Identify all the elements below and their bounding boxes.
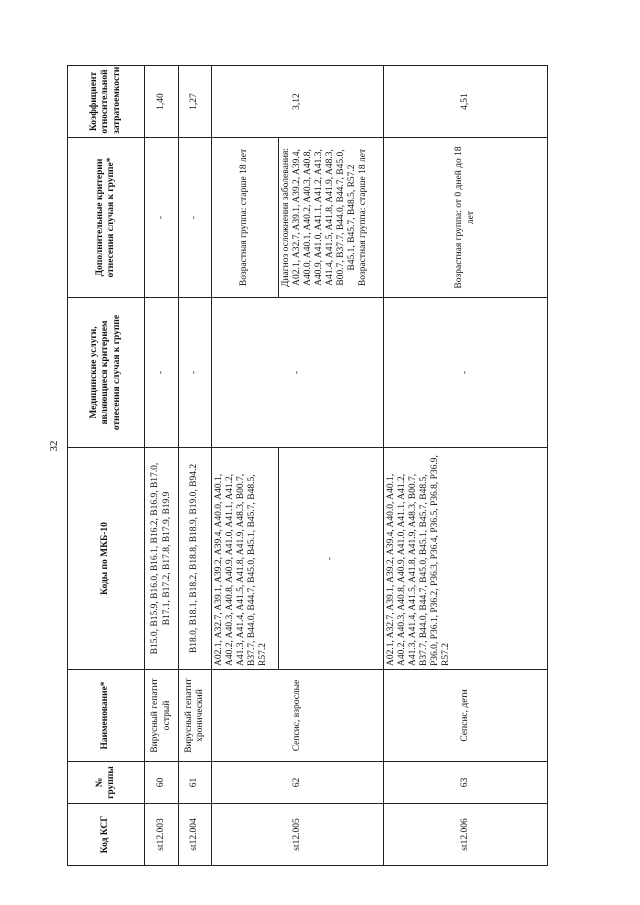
header-coef: Коэффициент относительной затратоемкости bbox=[68, 66, 145, 138]
cell-services: - bbox=[145, 298, 179, 448]
header-extra: Дополнительные критерии отнесения случая к группе* bbox=[68, 138, 145, 298]
cell-extra: - bbox=[179, 138, 212, 298]
extra-age: Возрастная группа: старше 18 лет bbox=[358, 148, 369, 287]
table-header-row bbox=[68, 66, 145, 866]
header-group-no: № группы bbox=[68, 762, 145, 804]
cell-extra: Возрастная группа: от 0 дней до 18 лет bbox=[384, 138, 548, 298]
ksg-table bbox=[67, 65, 548, 866]
cell-coef: 3,12 bbox=[212, 66, 384, 138]
cell-name: Вирусный гепатит хронический bbox=[179, 670, 212, 762]
header-services: Медицинские услуги, являющиеся критерием отнесения случая к группе bbox=[68, 298, 145, 448]
cell-code: st12.006 bbox=[384, 804, 548, 866]
cell-coef: 1,40 bbox=[145, 66, 179, 138]
cell-coef: 1,27 bbox=[179, 66, 212, 138]
cell-group: 60 bbox=[145, 762, 179, 804]
cell-coef: 4,51 bbox=[384, 66, 548, 138]
cell-icd: A02.1, A32.7, A39.1, A39.2, A39.4, A40.0, A40.1, A40.2, A40.3, A40.8, A40.9, A41.0, A41.1, A41.2, A41.3, A41.4, A41.5, A41.8, A41.9, A48.3, B00.7, B37.7, B44.0, B44.7, B45.0, B45.1, B45.7, B48.5, P36.0, P36.1, P36.2, P36.3, P36.4, P36.5, P36.8, P36.9, R57.2 bbox=[384, 448, 548, 670]
cell-code: st12.004 bbox=[179, 804, 212, 866]
page-number: 32 bbox=[48, 440, 60, 452]
header-icd: Коды по МКБ-10 bbox=[68, 448, 145, 670]
cell-services: - bbox=[212, 298, 384, 448]
table-row bbox=[384, 66, 548, 866]
table-row bbox=[212, 66, 279, 866]
cell-icd: B15.0, B15.9, B16.0, B16.1, B16.2, B16.9, B17.0, B17.1, B17.2, B17.8, B17.9, B19.9 bbox=[145, 448, 179, 670]
cell-icd: B18.0, B18.1, B18.2, B18.8, B18.9, B19.0, B94.2 bbox=[179, 448, 212, 670]
extra-diagnosis: Диагноз осложнения заболевания: A02.1, A32.7, A39.1, A39.2, A39.4, A40.0, A40.1, A40.2, A40.3, A40.8, A40.9, A41.0, A41.1, A41.2, A41.3, A41.4, A41.5, A41.8, A41.9, A48.3, B00.7, B37.7, B44.0, B44.7, B45.0, B45.1, B45.7, B48.5, R57.2 bbox=[281, 148, 358, 288]
cell-name: Сепсис, дети bbox=[384, 670, 548, 762]
cell-extra bbox=[279, 138, 384, 298]
cell-services: - bbox=[384, 298, 548, 448]
cell-code: st12.005 bbox=[212, 804, 384, 866]
cell-extra: - bbox=[145, 138, 179, 298]
cell-group: 63 bbox=[384, 762, 548, 804]
table-row bbox=[145, 66, 179, 866]
cell-services: - bbox=[179, 298, 212, 448]
cell-extra: Возрастная группа: старше 18 лет bbox=[212, 138, 279, 298]
cell-name: Вирусный гепатит острый bbox=[145, 670, 179, 762]
cell-code: st12.003 bbox=[145, 804, 179, 866]
header-code: Код КСГ bbox=[68, 804, 145, 866]
cell-group: 62 bbox=[212, 762, 384, 804]
header-name: Наименование* bbox=[68, 670, 145, 762]
table-row bbox=[179, 66, 212, 866]
cell-icd: A02.1, A32.7, A39.1, A39.2, A39.4, A40.0, A40.1, A40.2, A40.3, A40.8, A40.9, A41.0, A41.1, A41.2, A41.3, A41.4, A41.5, A41.8, A41.9, A48.3, B00.7, B37.7, B44.0, B44.7, B45.0, B45.1, B45.7, B48.5, R57.2 bbox=[212, 448, 279, 670]
cell-icd: - bbox=[279, 448, 384, 670]
rotated-table-wrapper bbox=[67, 66, 547, 866]
cell-name: Сепсис, взрослые bbox=[212, 670, 384, 762]
cell-group: 61 bbox=[179, 762, 212, 804]
